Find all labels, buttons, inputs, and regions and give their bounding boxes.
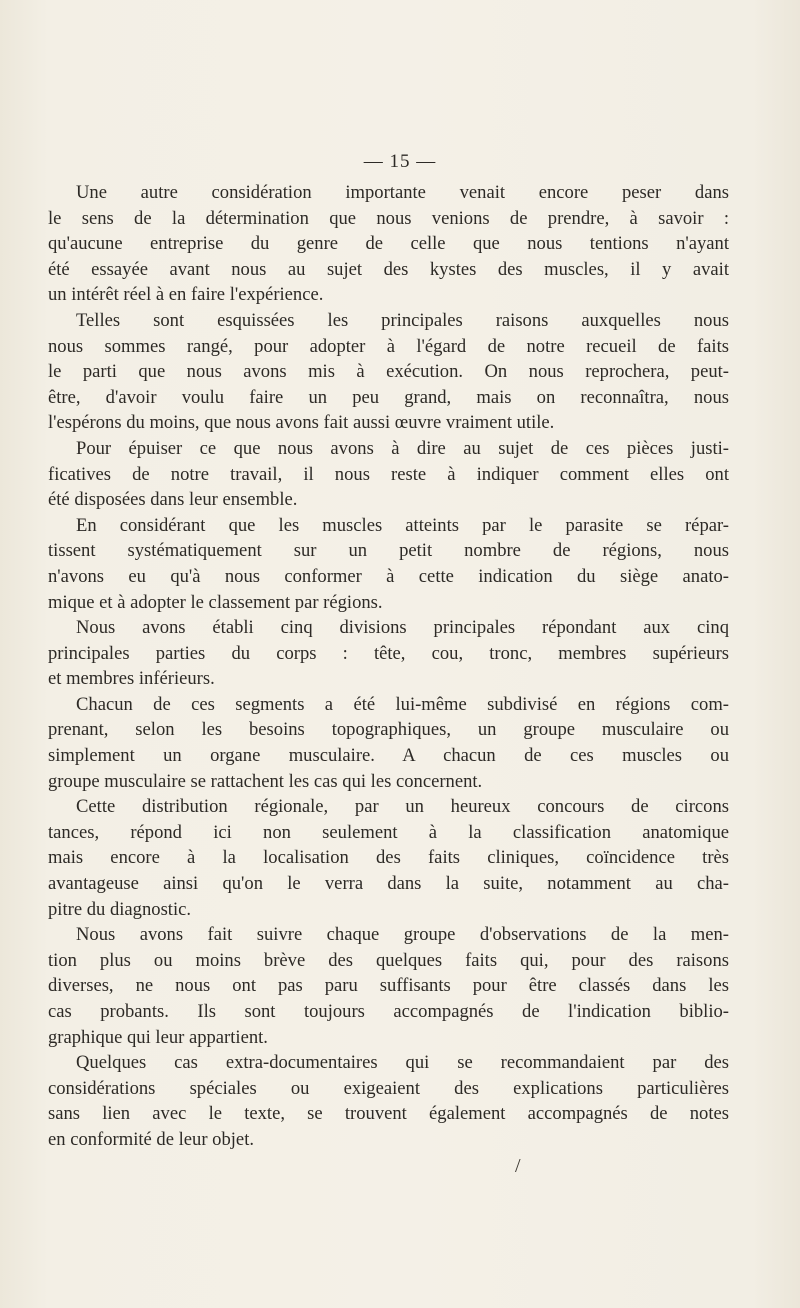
text-line: avantageuse ainsi qu'on le verra dans la suite, notamment au cha- bbox=[48, 873, 729, 895]
paragraph bbox=[48, 794, 729, 922]
text-line: graphique qui leur appartient. bbox=[48, 1026, 268, 1048]
text-line: Chacun de ces segments a été lui-même subdivisé en régions com- bbox=[76, 693, 729, 715]
text-line: Une autre considération importante venait encore peser dans bbox=[76, 182, 729, 203]
text-line: principales parties du corps : tête, cou, tronc, membres supérieurs bbox=[48, 642, 729, 664]
text-line: prenant, selon les besoins topographiques, un groupe musculaire ou bbox=[48, 719, 729, 741]
text-line: et membres inférieurs. bbox=[48, 668, 215, 690]
paragraph bbox=[48, 436, 729, 513]
stray-pen-mark: / bbox=[515, 1155, 521, 1177]
text-line: tion plus ou moins brève des quelques faits qui, pour des raisons bbox=[48, 949, 729, 971]
text-line: n'avons eu qu'à nous conformer à cette indication du siège anato- bbox=[48, 565, 729, 587]
text-line: en conformité de leur objet. bbox=[48, 1128, 255, 1150]
text-line: Quelques cas extra-documentaires qui se recommandaient par des bbox=[76, 1052, 729, 1074]
text-line: mais encore à la localisation des faits cliniques, coïncidence très bbox=[48, 847, 729, 869]
text-line: être, d'avoir voulu faire un peu grand, mais on reconnaîtra, nous bbox=[48, 386, 729, 408]
text-line: Telles sont esquissées les principales raisons auxquelles nous bbox=[76, 309, 729, 331]
paragraph bbox=[48, 513, 729, 615]
text-line: pitre du diagnostic. bbox=[48, 898, 192, 920]
body-text bbox=[48, 180, 729, 1153]
text-line: groupe musculaire se rattachent les cas qui les concernent. bbox=[48, 770, 483, 792]
text-line: l'espérons du moins, que nous avons fait aussi œuvre vraiment utile. bbox=[48, 412, 555, 434]
paragraph bbox=[48, 308, 729, 436]
text-line: sans lien avec le texte, se trouvent également accompagnés de notes bbox=[48, 1103, 729, 1125]
paragraph bbox=[48, 692, 729, 794]
text-line: Pour épuiser ce que nous avons à dire au sujet de ces pièces justi- bbox=[76, 437, 729, 459]
text-line: le sens de la détermination que nous venions de prendre, à savoir : bbox=[48, 207, 729, 229]
text-line: simplement un organe musculaire. A chacun de ces muscles ou bbox=[48, 745, 729, 767]
text-line: le parti que nous avons mis à exécution. On nous reprochera, peut- bbox=[48, 361, 729, 383]
text-line: En considérant que les muscles atteints par le parasite se répar- bbox=[76, 514, 729, 536]
text-line: Nous avons établi cinq divisions principales répondant aux cinq bbox=[76, 617, 729, 639]
text-line: un intérêt réel à en faire l'expérience. bbox=[48, 284, 324, 306]
page-number: — 15 — bbox=[363, 151, 437, 172]
text-line: été essayée avant nous au sujet des kystes des muscles, il y avait bbox=[48, 258, 729, 280]
text-line: été disposées dans leur ensemble. bbox=[48, 489, 298, 511]
text-line: tances, répond ici non seulement à la classification anatomique bbox=[48, 821, 729, 843]
text-line: nous sommes rangé, pour adopter à l'égard de notre recueil de faits bbox=[48, 335, 729, 357]
text-line: cas probants. Ils sont toujours accompagnés de l'indication biblio- bbox=[48, 1001, 729, 1022]
text-line: considérations spéciales ou exigeaient des explications particulières bbox=[48, 1077, 729, 1099]
paragraph bbox=[48, 922, 729, 1050]
text-line: Cette distribution régionale, par un heureux concours de circons bbox=[76, 796, 729, 818]
paragraph bbox=[48, 180, 729, 308]
paragraph bbox=[48, 615, 729, 692]
paragraph bbox=[48, 1050, 729, 1152]
text-line: Nous avons fait suivre chaque groupe d'observations de la men- bbox=[76, 924, 729, 946]
text-line: mique et à adopter le classement par régions. bbox=[48, 591, 383, 613]
text-line: tissent systématiquement sur un petit nombre de régions, nous bbox=[48, 540, 729, 562]
text-line: qu'aucune entreprise du genre de celle que nous tentions n'ayant bbox=[48, 233, 729, 255]
text-line: ficatives de notre travail, il nous reste à indiquer comment elles ont bbox=[48, 463, 729, 485]
text-line: diverses, ne nous ont pas paru suffisants pour être classés dans les bbox=[48, 975, 729, 997]
